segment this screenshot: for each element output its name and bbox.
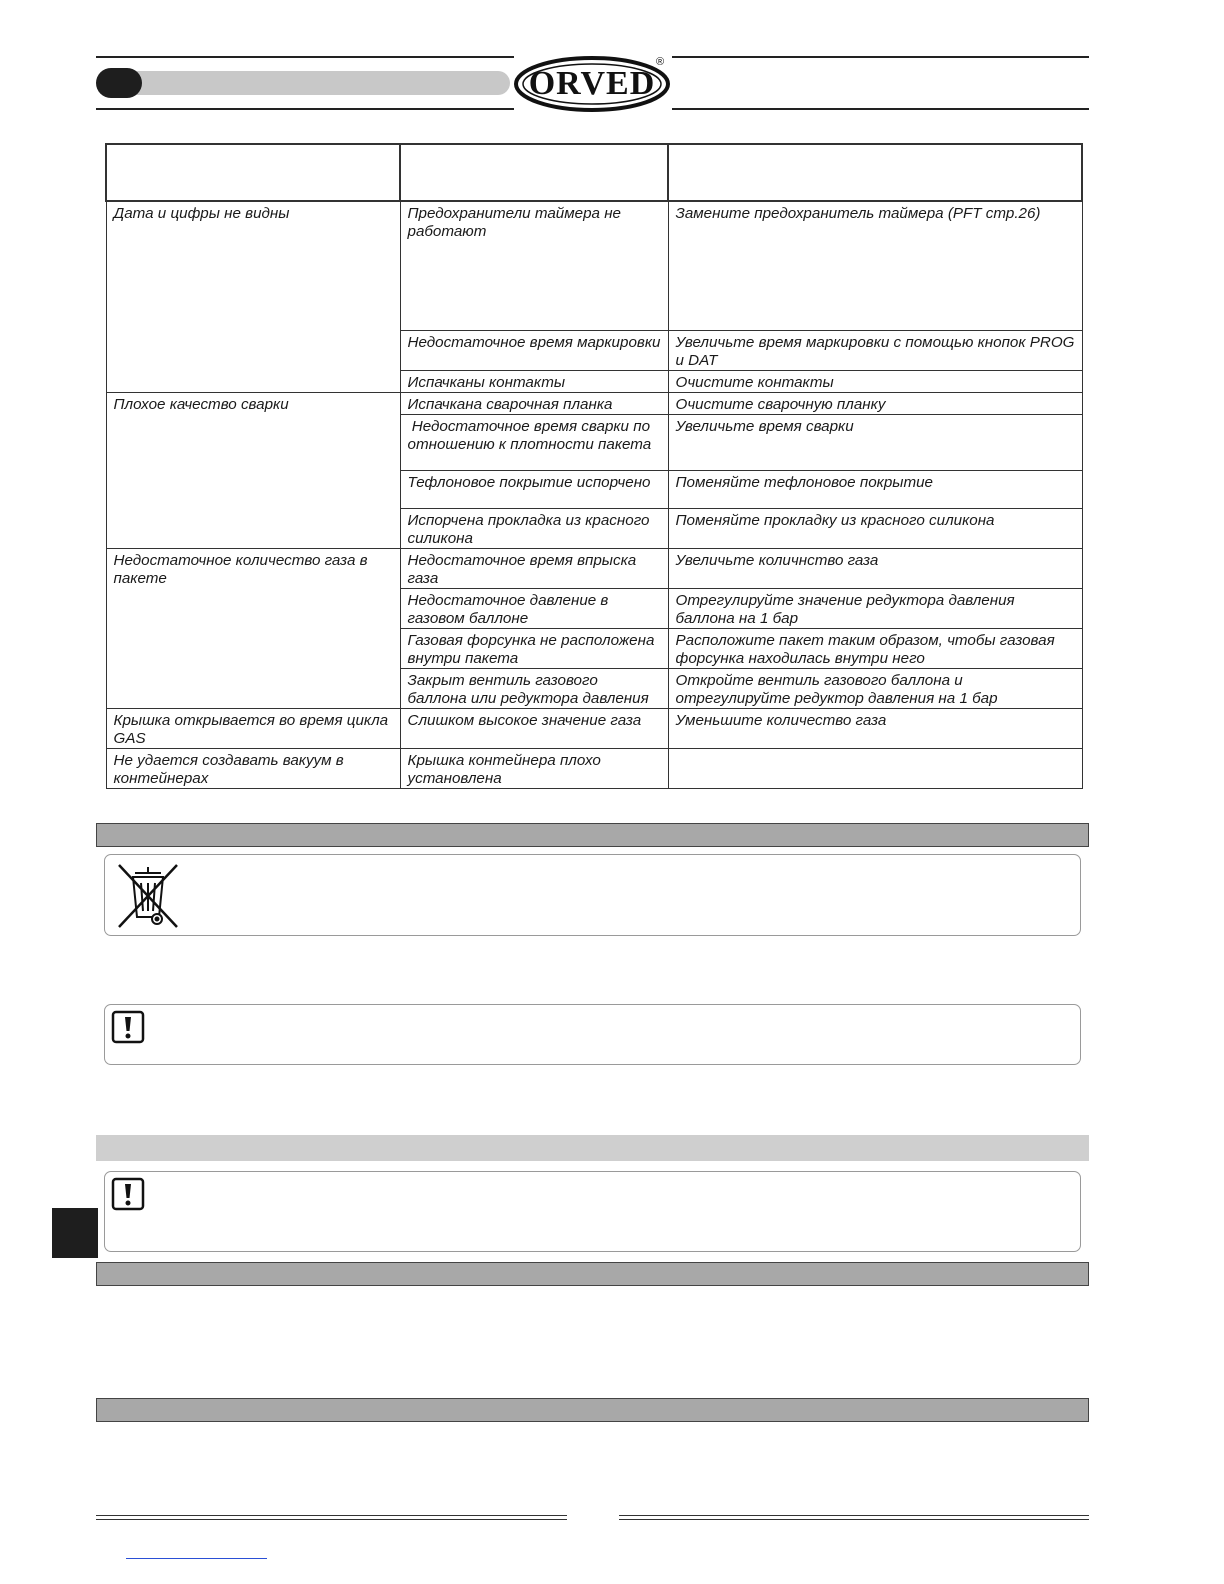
exclamation-icon [111, 1010, 143, 1042]
cause-cell: Газовая форсунка не расположена внутри пакета [400, 628, 668, 668]
cause-cell: Недостаточное давление в газовом баллоне [400, 588, 668, 628]
table-header-row [106, 144, 1082, 201]
cause-cell: Тефлоновое покрытие испорчено [400, 470, 668, 508]
warning-box-1 [104, 1004, 1081, 1065]
orved-logo [514, 56, 670, 112]
cause-cell: Крышка контейнера плохо установлена [400, 748, 668, 788]
header-rule-bottom-right [672, 108, 1089, 110]
cause-cell: Предохранители таймера не работают [400, 201, 668, 330]
side-language-tab [52, 1208, 98, 1258]
cause-cell: Испорчена прокладка из красного силикона [400, 508, 668, 548]
cause-cell: Закрыт вентиль газового баллона или редуктора давления [400, 668, 668, 708]
solution-cell: Увеличьте время сварки [668, 414, 1082, 470]
solution-cell: Замените предохранитель таймера (PFT стр.26) [668, 201, 1082, 330]
section-bar-4 [96, 1398, 1089, 1422]
weee-notice-box [104, 854, 1081, 936]
header-language-tab [96, 68, 142, 98]
header-rule-bottom-left [96, 108, 514, 110]
cause-cell: Недостаточное время сварки по отношению к плотности пакета [400, 414, 668, 470]
solution-cell: Очистите контакты [668, 370, 1082, 392]
problem-cell: Дата и цифры не видны [106, 201, 400, 392]
footer-rule-left [96, 1515, 567, 1520]
header-rule-top-right [672, 56, 1089, 58]
table-row [106, 708, 1082, 748]
solution-cell: Расположите пакет таким образом, чтобы газовая форсунка находилась внутри него [668, 628, 1082, 668]
solution-cell: Очистите сварочную планку [668, 392, 1082, 414]
footer-link-underline [126, 1558, 267, 1559]
solution-cell: Поменяйте тефлоновое покрытие [668, 470, 1082, 508]
cause-cell: Испачкана сварочная планка [400, 392, 668, 414]
section-bar-disposal [96, 823, 1089, 847]
solution-cell: Увеличьте время маркировки с помощью кнопок PROG и DAT [668, 330, 1082, 370]
crossed-out-wheelie-bin-icon [113, 861, 183, 931]
header-rule-top-left [96, 56, 514, 58]
header-cell-cause [400, 144, 668, 201]
logo-text: ORVED [528, 65, 656, 102]
troubleshooting-table [105, 143, 1083, 789]
registered-mark: ® [656, 56, 665, 68]
cause-cell: Испачканы контакты [400, 370, 668, 392]
problem-cell: Крышка открывается во время цикла GAS [106, 708, 400, 748]
cause-cell: Недостаточное время впрыска газа [400, 548, 668, 588]
exclamation-icon [111, 1177, 143, 1209]
header-cell-problem [106, 144, 400, 201]
warning-box-2 [104, 1171, 1081, 1252]
cause-cell: Недостаточное время маркировки [400, 330, 668, 370]
table-row [106, 392, 1082, 414]
footer-rule-right [619, 1515, 1089, 1520]
section-bar-3 [96, 1262, 1089, 1286]
problem-cell: Не удается создавать вакуум в контейнерах [106, 748, 400, 788]
solution-cell: Уменьшите количество газа [668, 708, 1082, 748]
solution-cell: Поменяйте прокладку из красного силикона [668, 508, 1082, 548]
solution-cell: Увеличьте количнство газа [668, 548, 1082, 588]
header-cell-solution [668, 144, 1082, 201]
problem-cell: Плохое качество сварки [106, 392, 400, 548]
table-row [106, 748, 1082, 788]
table-row [106, 201, 1082, 330]
problem-cell: Недостаточное количество газа в пакете [106, 548, 400, 708]
solution-cell: Откройте вентиль газового баллона и отрегулируйте редуктор давления на 1 бар [668, 668, 1082, 708]
solution-cell [668, 748, 1082, 788]
section-bar-light [96, 1135, 1089, 1161]
header-grey-bar [118, 71, 510, 95]
table-row [106, 548, 1082, 588]
cause-cell: Слишком высокое значение газа [400, 708, 668, 748]
solution-cell: Отрегулируйте значение редуктора давления баллона на 1 бар [668, 588, 1082, 628]
